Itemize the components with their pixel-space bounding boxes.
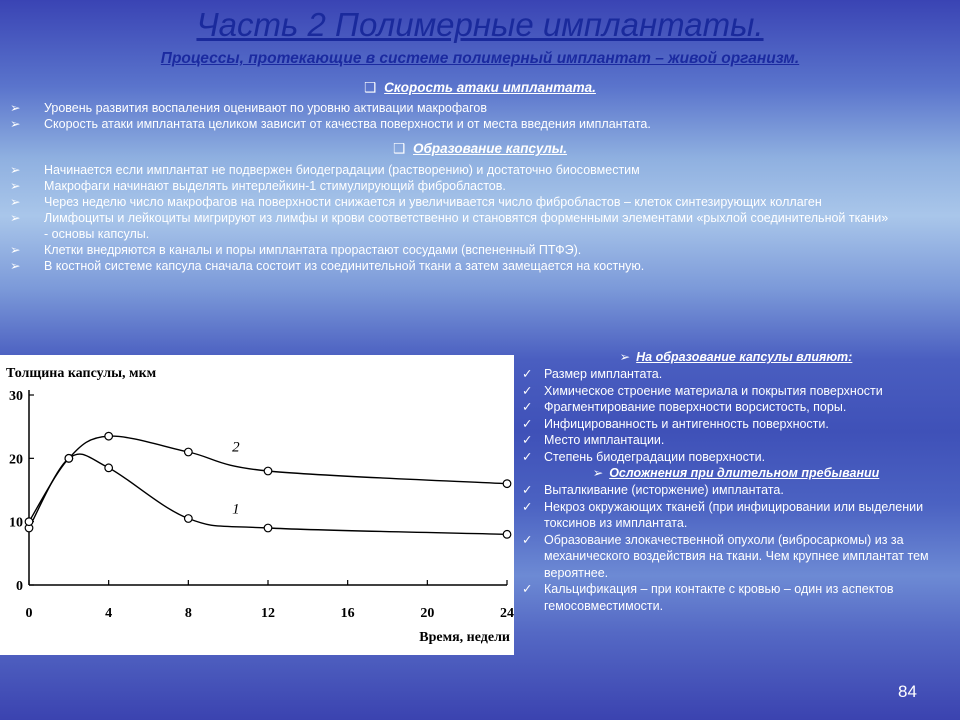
arrow-bullet-icon: ➢	[10, 195, 21, 209]
x-tick-label: 16	[340, 606, 355, 621]
data-point	[503, 480, 511, 488]
data-point	[65, 455, 73, 463]
chart-svg	[0, 355, 514, 655]
slide-title: Часть 2 Полимерные имплантаты.	[196, 6, 764, 43]
list-item: ✓ Размер имплантата.	[522, 367, 663, 381]
data-point	[185, 515, 193, 523]
data-point	[25, 518, 33, 526]
slide-subtitle: Процессы, протекающие в системе полимерный имплантат – живой организм.	[160, 50, 800, 67]
y-tick-label: 30	[9, 389, 23, 404]
list-item: ✓ Некроз окружающих тканей (при инфицировании или выделении токсинов из имплантата.	[522, 499, 924, 530]
list-item: ➢ Начинается если имплантат не подвержен биодеградации (растворению) и достаточно биосовместим	[10, 163, 640, 177]
data-point	[264, 524, 272, 532]
list-item: ✓ Место имплантации.	[522, 433, 665, 447]
list-item: ➢ Лимфоциты и лейкоциты мигрируют из лимфы и крови соответственно и становятся форменными элементами «рыхлой соединительной ткани» - основы капсулы.	[10, 211, 889, 241]
y-tick-label: 0	[16, 579, 23, 594]
x-tick-label: 20	[420, 606, 435, 621]
list-item: ✓ Кальцификация – при контакте с кровью – один из аспектов гемосовместимости.	[522, 582, 894, 613]
y-tick-label: 20	[9, 452, 23, 468]
series-line-1	[29, 454, 507, 534]
arrow-bullet-icon: ➢	[592, 466, 604, 480]
check-bullet-icon: ✓	[522, 400, 533, 414]
arrow-bullet-icon: ➢	[619, 350, 631, 364]
data-point	[503, 531, 511, 539]
list-item: ➢ Макрофаги начинают выделять интерлейкин-1 стимулирующий фибробластов.	[10, 179, 506, 193]
complications-list	[516, 482, 956, 614]
arrow-bullet-icon: ➢	[10, 163, 21, 177]
section-attack-list	[10, 100, 940, 132]
arrow-bullet-icon: ➢	[10, 243, 21, 257]
check-bullet-icon: ✓	[522, 383, 533, 398]
list-item: ➢ Через неделю число макрофагов на поверхности снижается и увеличивается число фибробластов – клеток синтезирующих коллаген	[10, 195, 822, 209]
check-bullet-icon: ✓	[522, 367, 533, 381]
arrow-bullet-icon: ➢	[10, 179, 21, 193]
section-capsule-heading	[0, 141, 960, 157]
checkbox-bullet-icon: ❑	[364, 80, 377, 95]
check-bullet-icon: ✓	[522, 416, 533, 431]
series-label-1: 1	[232, 501, 240, 518]
checkbox-bullet-icon: ❑	[392, 141, 406, 156]
y-tick-label: 10	[9, 515, 23, 531]
factors-heading: ➢ На образование капсулы влияют:	[619, 350, 853, 364]
list-item: ➢ В костной системе капсула сначала состоит из соединительной ткани а затем замещается на костную.	[10, 259, 645, 273]
x-tick-label: 8	[184, 606, 192, 621]
check-bullet-icon: ✓	[522, 582, 533, 596]
series-line-2	[29, 436, 507, 522]
check-bullet-icon: ✓	[522, 499, 533, 514]
chart-axes	[29, 390, 507, 585]
data-point	[185, 448, 193, 456]
section-capsule-title: Образование капсулы.	[413, 141, 568, 156]
chart-xlabel: Время, недели	[419, 630, 510, 645]
check-bullet-icon: ✓	[522, 483, 533, 497]
data-point	[105, 464, 113, 472]
check-bullet-icon: ✓	[522, 449, 533, 464]
check-bullet-icon: ✓	[522, 433, 533, 447]
chart-ticks	[9, 389, 514, 621]
arrow-bullet-icon: ➢	[10, 211, 21, 225]
list-item: ➢ Уровень развития воспаления оценивают по уровню активации макрофагов	[10, 101, 487, 115]
x-tick-label: 12	[261, 606, 275, 621]
arrow-bullet-icon: ➢	[10, 117, 21, 131]
x-tick-label: 24	[500, 606, 514, 621]
section-attack-title: Скорость атаки имплантата.	[384, 80, 596, 95]
list-item: ✓ Фрагментирование поверхности ворсистость, поры.	[522, 400, 847, 414]
capsule-thickness-chart	[0, 355, 514, 655]
page-number: 84	[898, 682, 917, 701]
list-item: ✓ Образование злокачественной опухоли (вибросаркомы) из за механического воздействия на ткани. Чем крупнее имплантат тем вероятнее.	[522, 532, 929, 580]
data-point	[105, 432, 113, 440]
right-panel	[516, 349, 956, 614]
chart-ylabel: Толщина капсулы, мкм	[6, 366, 157, 381]
section-capsule-list	[10, 162, 890, 274]
check-bullet-icon: ✓	[522, 532, 533, 547]
list-item: ✓ Выталкивание (исторжение) имплантата.	[522, 483, 784, 497]
list-item: ➢ Клетки внедряются в каналы и поры имплантата прорастают сосудами (вспененный ПТФЭ).	[10, 243, 582, 257]
series-label-2: 2	[232, 439, 240, 456]
x-tick-label: 4	[105, 606, 113, 621]
arrow-bullet-icon: ➢	[10, 101, 21, 115]
x-tick-label: 0	[25, 606, 33, 621]
list-item: ➢ Скорость атаки имплантата целиком зависит от качества поверхности и от места введения имплантата.	[10, 117, 651, 131]
list-item: ✓ Инфицированность и антигенность поверхности.	[522, 416, 829, 431]
list-item: ✓ Степень биодеградации поверхности.	[522, 449, 766, 464]
section-attack-heading	[0, 80, 960, 96]
data-point	[264, 467, 272, 475]
factors-list	[516, 366, 956, 465]
list-item: ✓ Химическое строение материала и покрытия поверхности	[522, 383, 883, 398]
chart-series	[25, 432, 511, 538]
complications-heading: ➢ Осложнения при длительном пребывании	[592, 466, 880, 480]
arrow-bullet-icon: ➢	[10, 259, 21, 273]
